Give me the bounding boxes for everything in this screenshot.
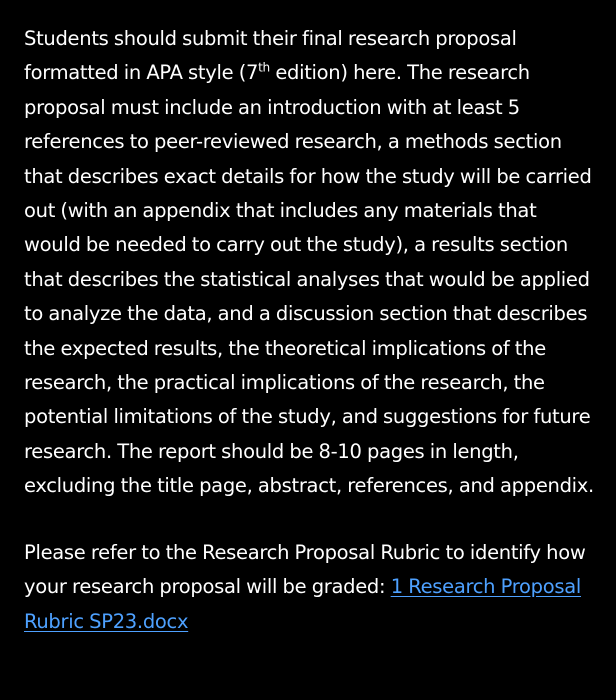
- rubric-reference-paragraph: [24, 536, 598, 639]
- rubric-reference-text: Please refer to the Research Proposal Rubric to identify how your research proposal will be graded:: [24, 540, 586, 599]
- rubric-file-link[interactable]: 1 Research Proposal Rubric SP23.docx: [24, 575, 582, 633]
- edition-superscript: th: [258, 60, 270, 75]
- instructions-text-start: Students should submit their final research proposal formatted in APA style (7: [24, 27, 517, 85]
- instructions-text-end: edition) here. The research proposal must include an introduction with at least 5 references to peer-reviewed research, a methods section that describes exact details for how the study will be carried out (with an appendix that includes any materials that would be needed to carry out the study), a results section that describes the statistical analyses that would be applied to analyze the data, and a discussion section that describes the expected results, the theoretical implications of the research, the practical implications of the research, the potential limitations of the study, and suggestions for future research. The report should be 8-10 pages in length, excluding the title page, abstract, references, and appendix.: [24, 61, 594, 498]
- submission-instructions-paragraph: [24, 22, 598, 504]
